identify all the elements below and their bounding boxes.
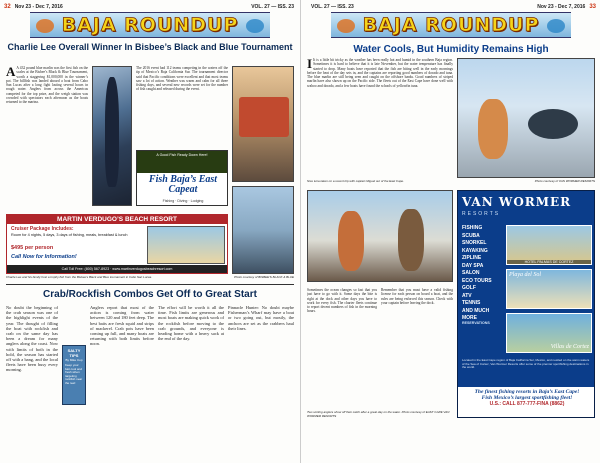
- lead-headline: Charlie Lee Overall Winner In Bisbee’s Black and Blue Tournament: [7, 42, 293, 52]
- right-volume: VOL. 27 — ISS. 23: [311, 4, 354, 10]
- resort-1-name: HOTEL PALMAS DE CORTEZ: [507, 260, 591, 264]
- masthead: [30, 12, 270, 38]
- masthead-sun-icon: [36, 19, 54, 33]
- east-cape-ad-tag: A Good Fish Ready Down Here!: [137, 151, 227, 173]
- east-cape-ad-title: Fish Baja’s East Capeat: [148, 174, 218, 195]
- second-story-col3: The effort will be worth it all the time. Fish limits are generous and most boats are making quick work of the rockfish before moving to the crab grounds, and everyone is heading home with a heavy sack at the end of the day.: [158, 305, 224, 342]
- second-story-col1: No doubt the beginning of the crab season was one of the highlight events of the year. The thought of filling the boat with rockfish and crab on the same day has been a dream for many anglers along the coast. Now with limits of both in the hold, the season has started off with a bang, and the local fleets have been busy every morning.: [6, 305, 58, 373]
- tagline-2: Fish Mexico’s largest sportfishing fleet!: [481, 395, 573, 401]
- left-runline: [4, 3, 63, 11]
- right-runline: Nov 23 - Dec 7, 2016 33: [537, 4, 596, 10]
- activity-tennis: TENNIS: [462, 300, 481, 306]
- van-wormer-brand-sub: RESORTS: [462, 211, 501, 217]
- lead-headline: Water Cools, But Humidity Remains High: [353, 44, 549, 55]
- lower-photo-caption: Two smiling anglers show off their catch after a great day on the water. Photo courtesy of EAST CAPE VAN WORMER RESORTS: [307, 410, 450, 418]
- verdugo-ad-cta: Call Now for Information!: [11, 254, 77, 260]
- masthead-wave-icon: [246, 19, 264, 33]
- right-page: [300, 0, 600, 463]
- verdugo-ad-title: MARTIN VERDUGO’S BEACH RESORT: [7, 215, 227, 224]
- resort-photo-2: [506, 269, 592, 309]
- activity-fishing: FISHING: [462, 225, 483, 231]
- angler-right: [398, 209, 424, 271]
- salty-tips-title: SALTY TIPS: [67, 348, 81, 358]
- van-wormer-ad[interactable]: [457, 190, 595, 418]
- masthead-wave-icon: [547, 19, 565, 33]
- divider: [6, 284, 294, 285]
- masthead-title: BAJA ROUNDUP: [362, 14, 540, 36]
- resort-3-name: Villas de Cortez: [550, 344, 589, 350]
- van-wormer-brand: VAN WORMER: [462, 195, 572, 209]
- activity-eco-tours: ECO TOURS: [462, 277, 492, 284]
- masthead-sun-icon: [337, 19, 355, 33]
- resort-2-name: Playa del Sol: [509, 272, 541, 278]
- lower-story-col1: Sometimes the ocean changes so fast that you just have to go with it. Some days the bite is right at the dock and other days you have to work for every fish. The charter fleets continue to report decent numbers of fish in the morning hours.: [307, 288, 377, 314]
- lead-story-col1: A A 432 pound blue marlin was the first fish on the scales at the Bisbee’s Black & Blue Tournament, worth a staggering $1,000,000 in the winner’s pot. The billfish was landed aboard a boat from Cabo San Lucas after a long fight lasting several hours in rough water. Anglers from across the Americas competed for the top prize, and the weigh station was crowded with spectators each afternoon as the boats returned to the marina.: [6, 66, 88, 105]
- tagline-3-phone[interactable]: U.S.: CALL 877-777-FINA (8862): [489, 401, 565, 407]
- verdugo-ad-footer[interactable]: Call Toll Free: (800) 567-8923 · www.martinverdugosbeachresort.com: [7, 265, 227, 273]
- activity-kayaking: KAYAKING: [462, 247, 488, 254]
- lower-story-col2: Remember that you must have a valid fishing license for each person on board a boat, and the rules are being enforced this season. Check with your captain before leaving the dock.: [381, 288, 453, 305]
- second-story-col2: Anglers report that most of the action is coming from water between 120 and 180 feet deep. The best baits are fresh squid and strips of mackerel. Crab pots have been coming up full, and many boats are returning with both limits before noon.: [90, 305, 154, 347]
- resort-photo-3: [506, 313, 592, 353]
- activity-scuba: SCUBA: [462, 232, 480, 239]
- activity-atv: ATV: [462, 292, 472, 299]
- activity-more: AND MUCH MORE: [462, 307, 490, 321]
- east-cape-ad[interactable]: [136, 150, 228, 206]
- second-story-col4: Pinnacle Hunter: No doubt maybe Fisherman’s Wharf may have a boat or two going out, but mostly, the anchors are set as the crabbers haul their lines.: [228, 305, 294, 331]
- activity-zipline: ZIPLINE: [462, 255, 482, 261]
- salty-tips-text: Keep your bait cool and fresh when targeting rockfish near the reef.: [65, 363, 83, 385]
- tuna-photo: [457, 58, 595, 178]
- verdugo-ad-subtitle: Cruiser Package Includes:: [11, 226, 74, 232]
- van-wormer-taglines: [458, 387, 595, 418]
- reservations-label: RESERVATIONS: [462, 321, 490, 325]
- second-headline: Crab/Rockfish Combos Get Off to Great Start: [43, 289, 257, 300]
- page-number: 32: [4, 4, 11, 10]
- lead-story-col2: The 2016 event had 112 teams competing in the waters off the tip of Mexico’s Baja California Sur. The tournament director said that Pacific conditions were excellent and that most teams saw a lot of action. Weather was warm and calm for all three fishing days, and several new records were set for the number of fish caught and released during the event.: [136, 66, 228, 92]
- hanging-marlin: [105, 77, 119, 187]
- activities-list: [462, 225, 502, 323]
- anglers-catch-photo: [307, 190, 453, 282]
- anglers-photo: [232, 186, 294, 274]
- angler-1: [478, 99, 508, 159]
- masthead: [331, 12, 571, 38]
- tuna-fish: [528, 109, 578, 139]
- martin-verdugo-ad[interactable]: [6, 214, 228, 274]
- van-wormer-blurb: Located in the East Cape region of Baja California Sur, Mexico, and nestled on the warm waters of the Sea of Cortez, Van Wormer Resorts offer some of the premier sportfishing destinations in the world.: [462, 358, 590, 370]
- masthead-title: BAJA ROUNDUP: [61, 14, 239, 36]
- drop-cap: I: [307, 58, 313, 71]
- activity-day-spa: DAY SPA: [462, 262, 484, 269]
- activity-snorkel: SNORKEL: [462, 240, 487, 246]
- boat-photo: [232, 66, 294, 182]
- marlin-photo: [92, 66, 132, 206]
- lead-photo-caption: Charlie Lee and his family host a trophy fish from the Bisbee’s Black and Blue tournament in Cabo San Lucas. Photo courtesy of BISBEE’S BLACK & BLUE: [6, 275, 294, 279]
- right-lead-col1: I It is a little bit tricky as the weather has been really hot and humid in the southern Baja region. Sometimes it is hard to believe that it is late November, but the water temperature has finally started to drop. Many boats have reported that the fish are biting well in the early mornings before the heat of the day sets in, and the captains are reporting good numbers of dorado and tuna. The blue marlin are still being seen and caught on the offshore banks. Good numbers of striped marlin have also shown up on the Pacific side. The fleets out of the East Cape have done well with wahoo and dorado, and a few boats have found the schools of yellowfin tuna.: [307, 58, 453, 88]
- angler-left: [338, 211, 364, 271]
- verdugo-ad-price: $495 per person: [11, 245, 54, 251]
- page-number: 33: [589, 4, 596, 10]
- verdugo-ad-text: Room for 4 nights, 5 days, 3 days of fishing, meals, breakfast & lunch: [11, 233, 128, 237]
- activity-salon: SALON: [462, 270, 480, 276]
- resort-photo-1: [506, 225, 592, 265]
- salty-tips-byline: By Mike Cop: [65, 358, 83, 362]
- issue-date: Nov 23 - Dec 7, 2016: [14, 4, 63, 10]
- tuna-photo-caption: Nice tuna taken on a recent trip with captain Miguel out of the East Cape. Photo courtesy of VAN WORMER RESORTS: [307, 179, 595, 183]
- activity-golf: GOLF: [462, 285, 476, 291]
- east-cape-ad-subtitle: Fishing · Diving · Lodging: [162, 199, 204, 203]
- salty-tips-sidebar: [62, 345, 86, 405]
- fish-on-dock: [239, 97, 289, 137]
- left-volume: VOL. 27 — ISS. 23: [251, 4, 294, 10]
- drop-cap: A: [6, 66, 16, 79]
- tagline-1: The finest fishing resorts in Baja’s East Cape!: [474, 389, 580, 395]
- verdugo-beach-photo: [147, 226, 225, 264]
